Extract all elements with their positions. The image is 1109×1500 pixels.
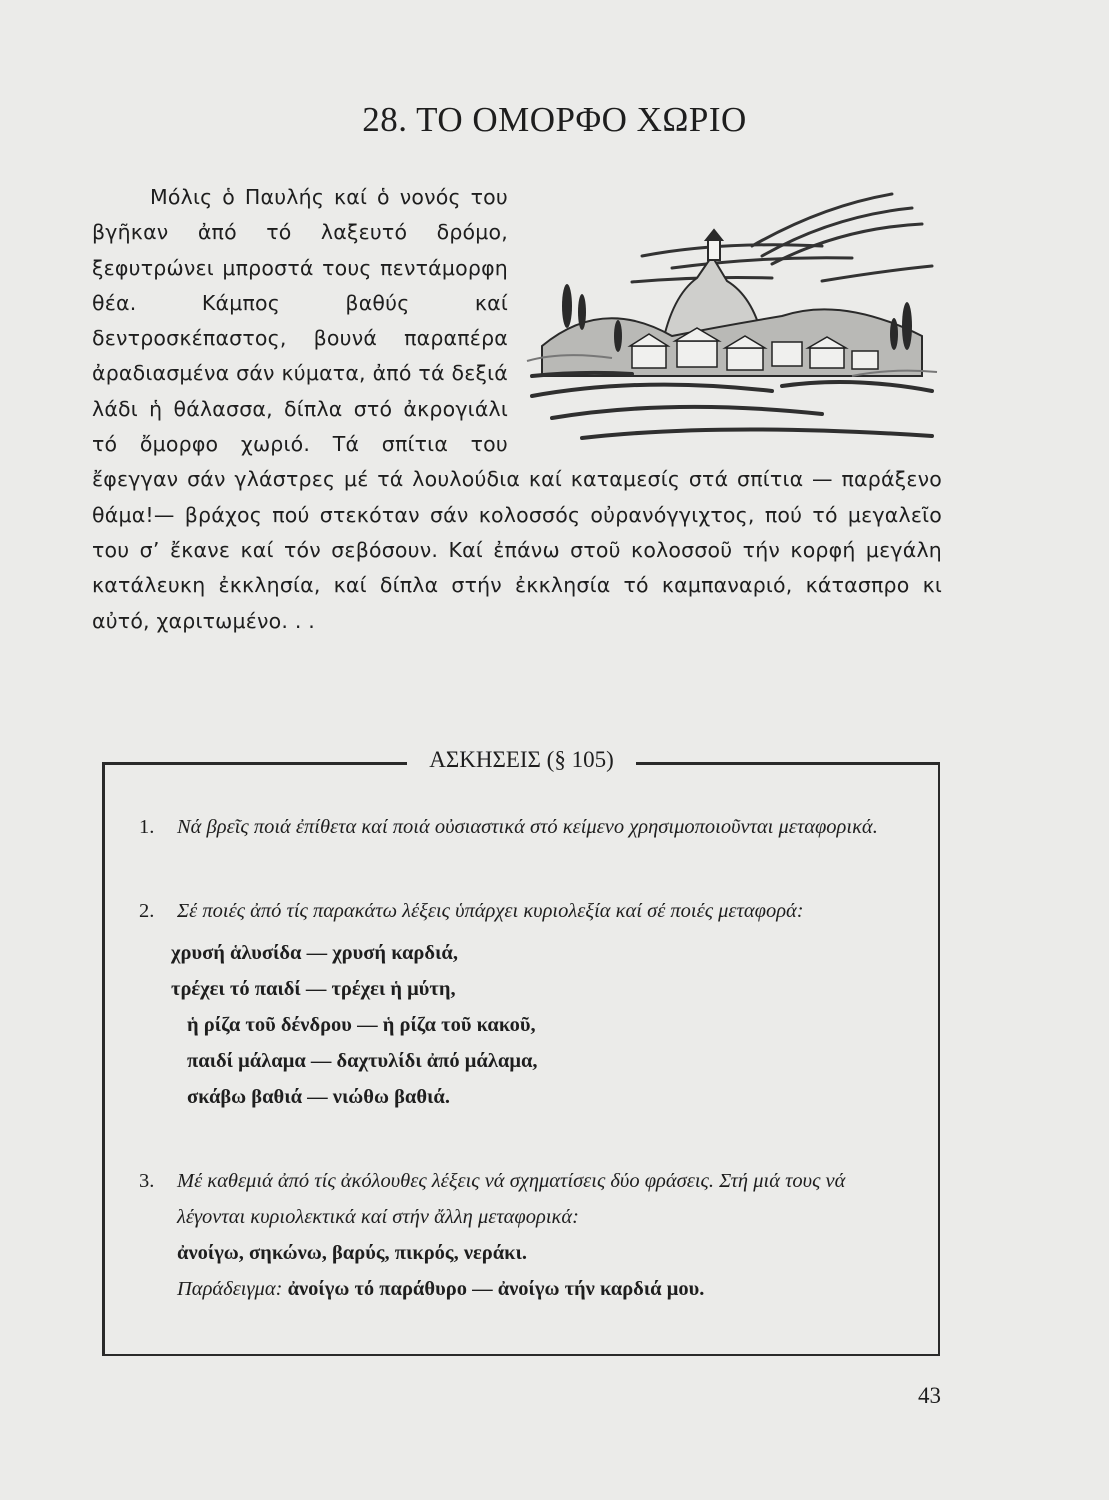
word-list: ἀνοίγω, σηκώνω, βαρύς, πικρός, νεράκι. — [177, 1242, 528, 1264]
field-strokes — [532, 373, 932, 438]
chapter-title: 28. ΤΟ ΟΜΟΡΦΟ ΧΩΡΙΟ — [362, 100, 747, 139]
exercise-number: 2. — [139, 900, 155, 922]
word-pair: χρυσή ἁλυσίδα — χρυσή καρδιά, — [171, 942, 458, 964]
exercise-text: Νά βρεῖς ποιά ἐπίθετα καί ποιά οὐσιαστικά στό κείμενο χρησιμοποιοῦνται μεταφορικά. — [177, 816, 878, 838]
word-pair: ἡ ρίζα τοῦ δένδρου — ἡ ρίζα τοῦ κακοῦ, — [187, 1014, 536, 1036]
word-pair: σκάβω βαθιά — νιώθω βαθιά. — [187, 1086, 450, 1108]
exercise-text: Σέ ποιές ἀπό τίς παρακάτω λέξεις ὑπάρχει κυριολεξία καί σέ ποιές μεταφορά: — [177, 900, 804, 922]
exercise-number: 1. — [139, 816, 155, 838]
page-number: 43 — [918, 1383, 941, 1408]
exercises-box — [102, 747, 940, 1356]
example-line — [177, 1271, 910, 1307]
example-label: Παράδειγμα: — [177, 1278, 283, 1300]
exercise-2 — [139, 893, 910, 1115]
intro-paragraph: Μόλις ὁ Παυλής καί ὁ νονός του βγῆκαν ἀπό τό λαξευτό δρόμο, ξεφυτρώνει μπροστά τους πεντάμορφη θέα. Κάμπος βαθύς καί δεντροσκέπαστος, βουνά παραπέρα ἀραδιασμένα σάν κύματα, ἀπό τά δεξιά λάδι ἡ θάλασσα, δίπλα στό ἀκρογιάλι τό ὄμορφο χωριό. Τά σπίτια του ἔφεγγαν σάν γλάστρες μέ τά λουλούδια καί καταμεσίς στά σπίτια — παράξενο θάμα!— βράχος πού στεκόταν σάν κολοσσός οὐρανόγγιχτος, πού τό μεγαλεῖο του σ’ ἔκανε καί τόν σεβόσουν. Καί ἐπάνω στοῦ κολοσσοῦ τήν κορφή μεγάλη κατάλευκη ἐκκλησία, καί δίπλα στήν ἐκκλησία τό καμπαναριό, κάτασπρο κι αὐτό, χαριτωμένο. . . — [92, 185, 942, 633]
word-pair: παιδί μάλαμα — δαχτυλίδι ἀπό μάλαμα, — [187, 1050, 538, 1072]
intro-passage — [92, 180, 942, 639]
exercise-1 — [139, 809, 910, 845]
sky-strokes — [632, 194, 932, 282]
word-pair: τρέχει τό παιδί — τρέχει ἡ μύτη, — [171, 978, 456, 1000]
word-pairs-list — [171, 935, 910, 1115]
example-text: ἀνοίγω τό παράθυρο — ἀνοίγω τήν καρδιά μου. — [287, 1278, 705, 1300]
exercise-number: 3. — [139, 1170, 155, 1192]
exercise-text: Μέ καθεμιά ἀπό τίς ἀκόλουθες λέξεις νά σχηματίσεις δύο φράσεις. Στή μιά τους νά λέγονται κυριολεκτικά καί στήν ἄλλη μεταφορικά: — [177, 1170, 846, 1228]
exercise-3 — [139, 1163, 910, 1307]
village-illustration — [522, 186, 942, 456]
exercises-heading: ΑΣΚΗΣΕΙΣ (§ 105) — [105, 747, 938, 773]
